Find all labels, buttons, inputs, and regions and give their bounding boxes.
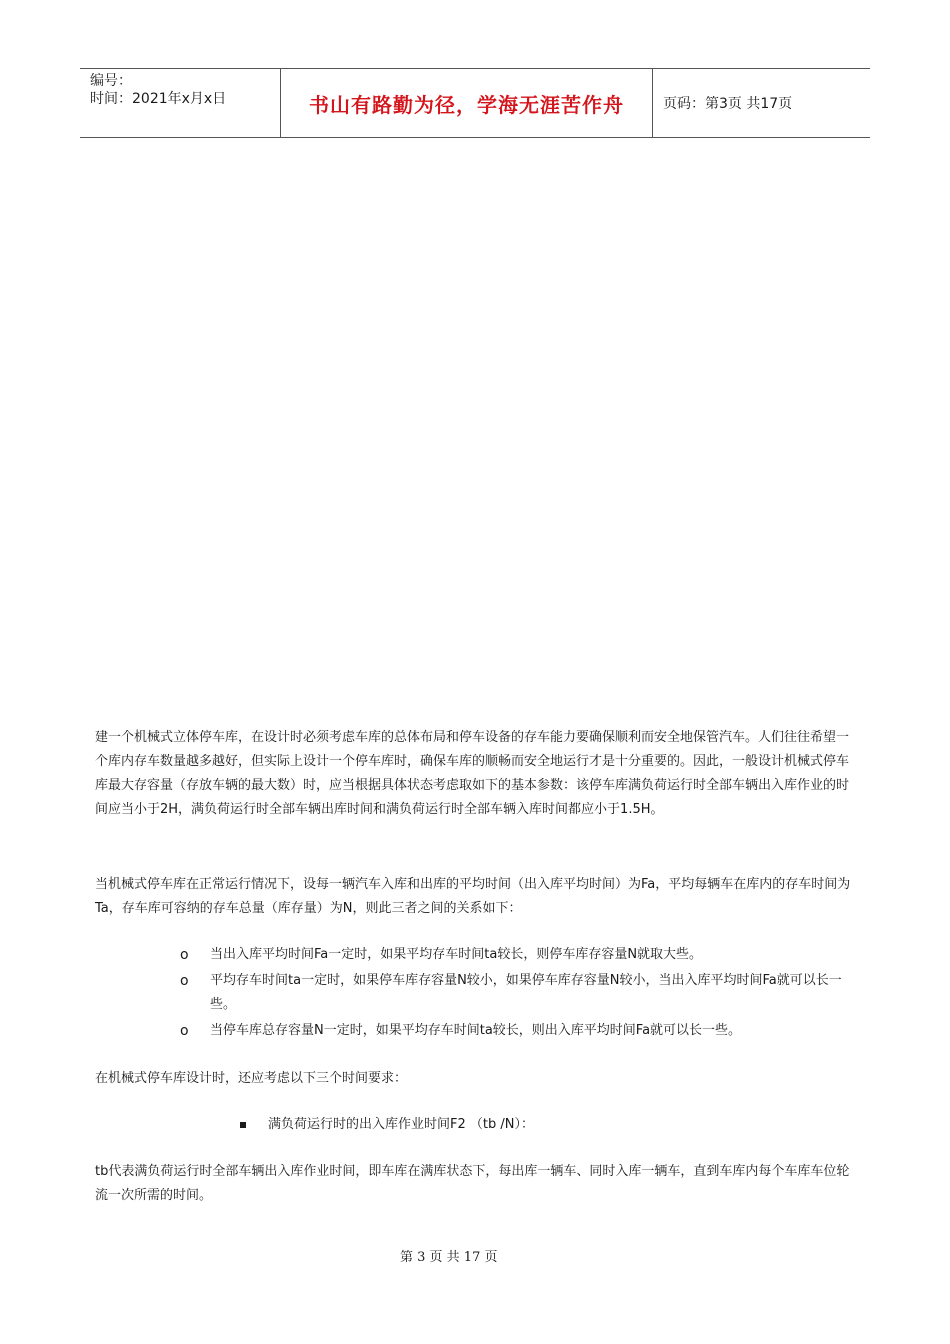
page-header — [80, 68, 870, 138]
list-item — [180, 969, 860, 1017]
list-item — [180, 1019, 860, 1043]
paragraph-text: 当机械式停车库在正常运行情况下，设每一辆汽车入库和出库的平均时间（出入库平均时间）为Fa，平均每辆车在库内的存车时间为Ta，存车库可容纳的存车总量（库存量）为N，则此三者之间的关系如下： — [95, 877, 851, 916]
page-footer: 第 3 页 共 17 页 — [400, 1250, 498, 1265]
paragraph-text: 在机械式停车库设计时，还应考虑以下三个时间要求： — [95, 1071, 408, 1086]
paragraph-conditions — [95, 873, 860, 921]
header-page-info: 页码：第3页 共17页 — [663, 96, 793, 112]
document-date: 时间：2021年x月x日 — [90, 91, 227, 107]
paragraph-requirements — [95, 1067, 860, 1091]
sub-list-item-text: 满负荷运行时的出入库作业时间F2 （tb /N）： — [268, 1117, 534, 1132]
bullet-list — [180, 943, 860, 1045]
list-item — [180, 943, 860, 967]
square-bullet-icon — [240, 1122, 246, 1128]
header-motto: 书山有路勤为径，学海无涯苦作舟 — [309, 92, 624, 117]
header-motto-cell — [281, 69, 653, 137]
document-number: 编号： — [90, 73, 132, 89]
paragraph-tb-definition — [95, 1160, 860, 1208]
list-item-text: 平均存车时间ta一定时，如果停车库存容量N较小，如果停车库存容量N较小，当出入库平均时间Fa就可以长一些。 — [210, 973, 842, 1012]
paragraph-text: tb代表满负荷运行时全部车辆出入库作业时间，即车库在满库状态下，每出库一辆车、同时入库一辆车，直到车库内每个车库车位轮流一次所需的时间。 — [95, 1164, 850, 1203]
sub-list-item — [238, 1113, 534, 1137]
paragraph-intro — [95, 726, 860, 822]
bullet-marker: o — [180, 973, 189, 989]
list-item-text: 当停车库总存容量N一定时，如果平均存车时间ta较长，则出入库平均时间Fa就可以长一些。 — [210, 1023, 742, 1038]
paragraph-text: 建一个机械式立体停车库，在设计时必须考虑车库的总体布局和停车设备的存车能力要确保顺利而安全地保管汽车。人们往往希望一个库内存车数量越多越好，但实际上设计一个停车库时，确保车库的顺畅而安全地运行才是十分重要的。因此，一般设计机械式停车库最大存容量（存放车辆的最大数）时，应当根据具体状态考虑取如下的基本参数：该停车库满负荷运行时全部车辆出入库作业的时间应当小于2H，满负荷运行时全部车辆出库时间和满负荷运行时全部车辆入库时间都应小于1.5H。 — [95, 730, 850, 817]
bullet-marker: o — [180, 947, 189, 963]
list-item-text: 当出入库平均时间Fa一定时，如果平均存车时间ta较长，则停车库存容量N就取大些。 — [210, 947, 703, 962]
header-meta — [80, 69, 281, 137]
bullet-marker: o — [180, 1023, 189, 1039]
